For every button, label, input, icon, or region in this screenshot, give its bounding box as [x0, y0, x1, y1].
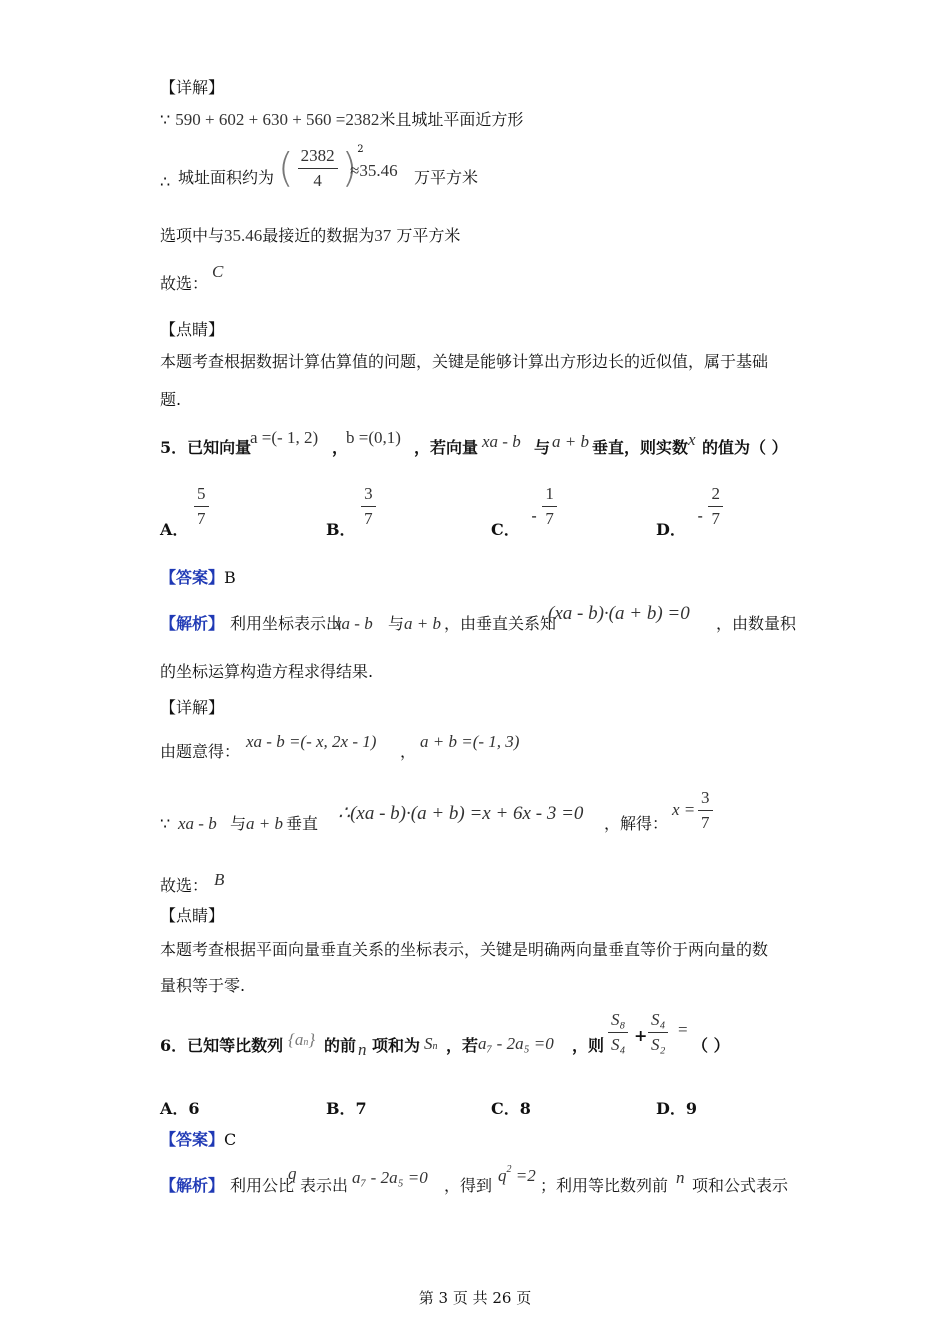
q5-detail-heading: 【详解】: [160, 698, 225, 717]
q6-option-d[interactable]: D．9: [656, 1099, 698, 1118]
remark-text-1b: 题.: [160, 390, 182, 409]
area-expression: ( $\frac{2382}{4}$ )$^2$: [278, 144, 364, 192]
choice-line: 选项中与35.46最接近的数据为37 万平方米: [160, 226, 461, 245]
q5-option-c[interactable]: C． - $\frac{1}{7}$: [491, 484, 557, 529]
remark-text-1: 本题考查根据数据计算估算值的问题，关键是能够计算出方形边长的近似值，属于基础: [160, 352, 769, 371]
q6-option-c[interactable]: C．8: [491, 1099, 531, 1118]
q5-answer: 【答案】B: [160, 568, 236, 587]
q5-option-b[interactable]: B． $\frac{3}{7}$: [326, 484, 376, 529]
sum-expression: 590 + 602 + 630 + 560 =2382: [175, 110, 380, 129]
q5-option-d[interactable]: D． - $\frac{2}{7}$: [656, 484, 723, 529]
sum-line: ∵ 590 + 602 + 630 + 560 =2382米且城址平面近方形: [160, 110, 524, 129]
detail-heading: 【详解】: [160, 78, 225, 97]
remark-text-2: 本题考查根据平面向量垂直关系的坐标表示，关键是明确两向量垂直等价于两向量的数: [160, 940, 769, 959]
q6-answer: 【答案】C: [160, 1130, 237, 1149]
remark-text-2b: 量积等于零.: [160, 976, 246, 995]
q6-option-b[interactable]: B．7: [326, 1099, 367, 1118]
q6-option-a[interactable]: A．6: [160, 1099, 200, 1118]
document-page: 【详解】 ∵ 590 + 602 + 630 + 560 =2382米且城址平面近方形 ∴ 城址面积约为 ( $\frac{2382}{4}$ )$^2$ ≈35.46 万平方米 选项中与35.46最接近的数据为37 万平方米 故选： C 【点睛】 本题考查根据数据计算估算值的问题，关键是能够计算出方形边长的近似值，属于基础 题. 5．已知向量 a =(- 1, 2) ， b =(0,1) ，若向量 xa - b 与 a + b 垂直，则实数 x 的值为（ ） A． $\frac{5}{7}$ B． $\frac{3}{7}$ C． - $\frac{1}{7}$ D． - $\frac{2}{7}$ 【答案】B 【解析】 利用坐标表示出 xa - b 与 a + b ，由垂直关系知 (xa - b)·(a + b) =0 ，由数量积 的坐标运算构造方程求得结果. 【详解】 由题意得： xa - b =(- x, 2x - 1) ， a + b =(- 1, 3) ∵ xa - b 与 a + b 垂直 ∴(xa - b)·(a + b) =x + 6x - 3 =0 ，解得： x = $\frac{3}{7}$ 故选： B 【点睛】 本题考查根据平面向量垂直关系的坐标表示，关键是明确两向量垂直等价于两向量的数 量积等于零. 6．已知等比数列 {an} 的前 n 项和为 Sn ，若 a₇ - 2a₅ =0 ，则 $\frac{\text{S₈}}{\text{S₄}}$ + $\frac{\text{S₄}}{\text{S₂}}$ = （ ） A．6 B．7 C．8 D．9 【答案】C 【解析】 利用公比 q 表示出 a₇ - 2a₅ =0 ，得到 $q^2 =2$ ；利用等比数列前 n 项和公式表示 第 3 页 共 26 页: [0, 0, 950, 1344]
vector-b: b =(0,1): [346, 428, 401, 447]
q5-analysis-cont: 的坐标运算构造方程求得结果.: [160, 662, 374, 681]
q5-option-a[interactable]: A． $\frac{5}{7}$: [160, 484, 209, 529]
sequence-a: {an}: [288, 1030, 316, 1049]
remark-heading-1: 【点睛】: [160, 320, 225, 339]
remark-heading-2: 【点睛】: [160, 906, 225, 925]
vector-a: a =(- 1, 2): [250, 428, 319, 447]
page-footer: 第 3 页 共 26 页: [418, 1289, 532, 1307]
